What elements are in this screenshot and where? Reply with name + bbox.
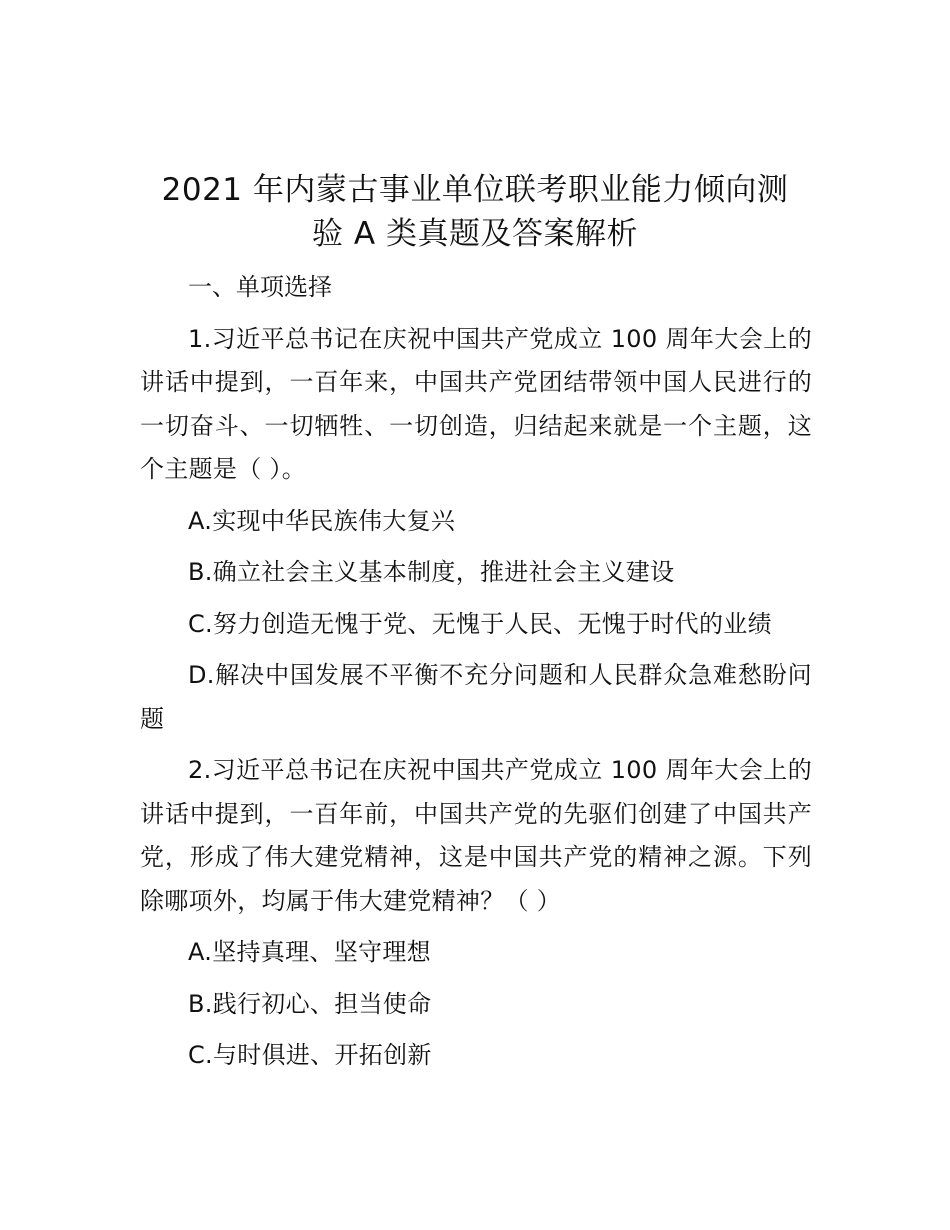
option-c: C.努力创造无愧于党、无愧于人民、无愧于时代的业绩 xyxy=(188,609,772,638)
option-b: B.确立社会主义基本制度，推进社会主义建设 xyxy=(188,558,675,586)
option-a: A.坚持真理、坚守理想 xyxy=(188,938,431,966)
option-d: D.解决中国发展不平衡不充分问题和人民群众急难愁盼问题 xyxy=(140,661,812,733)
option-b: B.践行初心、担当使命 xyxy=(188,989,432,1018)
option-a: A.实现中华民族伟大复兴 xyxy=(188,506,456,535)
question-2 xyxy=(140,749,812,1078)
section-heading: 一、单项选择 xyxy=(188,273,332,301)
document-title xyxy=(140,168,810,256)
question-1 xyxy=(140,318,812,742)
title-line-2: 验 A 类真题及答案解析 xyxy=(312,216,638,252)
document-body xyxy=(140,266,812,1086)
title-line-1: 2021 年内蒙古事业单位联考职业能力倾向测 xyxy=(161,172,789,208)
option-c: C.与时俱进、开拓创新 xyxy=(188,1041,432,1069)
question-stem: 1.习近平总书记在庆祝中国共产党成立 100 周年大会上的讲话中提到，一百年来，中国共产党团结带领中国人民进行的一切奋斗、一切牺牲、一切创造，归结起来就是一个主题，这个主题是（ ）。 xyxy=(140,324,812,483)
question-stem: 2.习近平总书记在庆祝中国共产党成立 100 周年大会上的讲话中提到，一百年前，中国共产党的先驱们创建了中国共产党，形成了伟大建党精神，这是中国共产党的精神之源。下列除哪项外，均属于伟大建党精神？（ ） xyxy=(140,756,812,915)
